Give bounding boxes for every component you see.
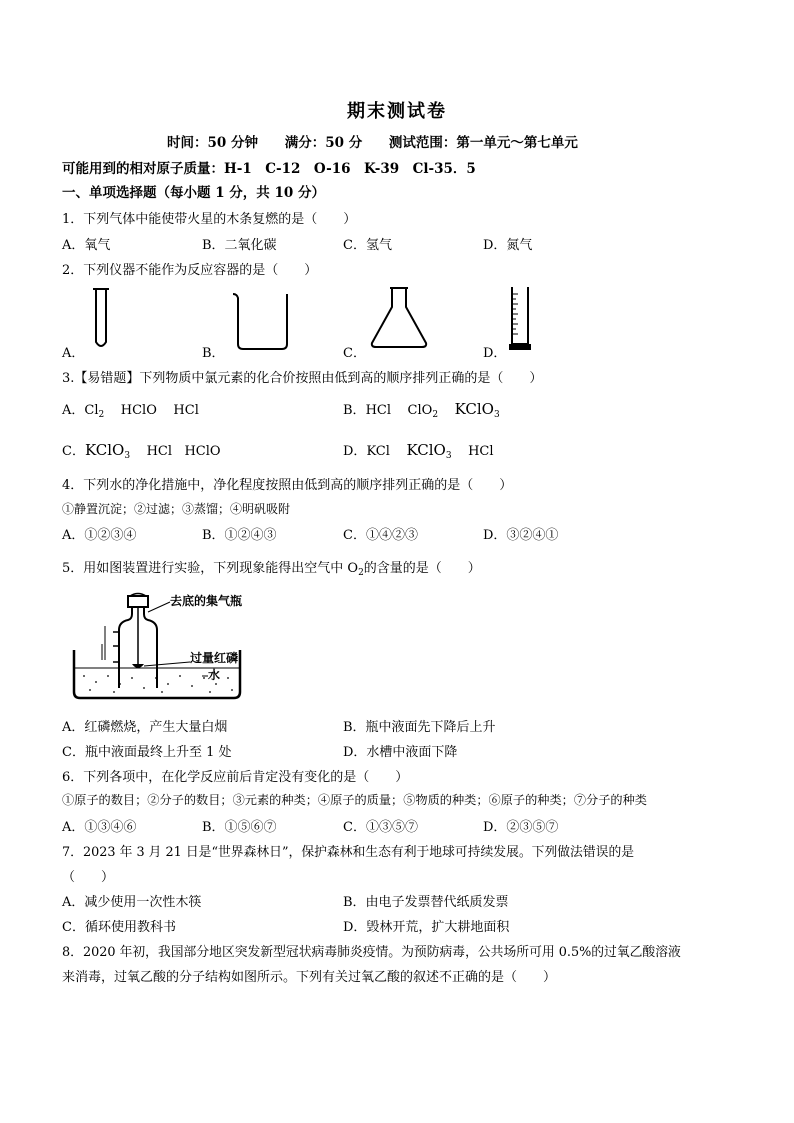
question-7-paren: （ ） xyxy=(62,870,115,885)
question-3-option-d: D．KCl KClO$_3$ HCl xyxy=(343,441,494,461)
question-4-option-d: D．③②④① xyxy=(483,528,559,543)
conical-flask-icon xyxy=(367,285,431,351)
question-6-items: ①原子的数目；②分子的数目；③元素的种类；④原子的质量；⑤物质的种类；⑥原子的种类；⑦分子的种类 xyxy=(62,793,647,807)
question-1-option-c: C．氢气 xyxy=(343,238,392,253)
exam-range: 测试范围：第一单元～第七单元 xyxy=(388,135,578,151)
question-3-option-b: B．HCl ClO$_2$ KClO$_3$ xyxy=(343,400,500,420)
exam-score: 满分：50 分 xyxy=(284,135,363,151)
question-3-stem: 3.【易错题】下列物质中氯元素的化合价按照由低到高的顺序排列正确的是（ ） xyxy=(62,371,543,386)
question-6-option-d: D．②③⑤⑦ xyxy=(483,820,559,835)
bottomless-bottle-apparatus-figure xyxy=(62,592,262,704)
question-1-stem: 1．下列气体中能使带火星的木条复燃的是（ ） xyxy=(62,212,357,227)
question-8-line-2: 来消毒，过氧乙酸的分子结构如图所示。下列有关过氧乙酸的叙述不正确的是（ ） xyxy=(62,970,557,985)
question-7-option-d: D．毁林开荒，扩大耕地面积 xyxy=(343,920,510,935)
question-7-stem: 7．2023 年 3 月 21 日是“世界森林日”，保护森林和生态有利于地球可持续发展。下列做法错误的是 xyxy=(62,845,635,860)
question-2-option-b: B． xyxy=(202,346,225,361)
figure-label-bottle: 去底的集气瓶 xyxy=(170,594,243,608)
question-1-option-a: A．氧气 xyxy=(62,238,111,253)
figure-label-phosphorus: 过量红磷 xyxy=(190,651,239,665)
test-tube-icon xyxy=(90,286,112,352)
question-2-option-d: D． xyxy=(483,346,507,361)
question-6-option-a: A．①③④⑥ xyxy=(62,820,137,835)
exam-meta xyxy=(167,131,600,151)
question-5-option-d: D．水槽中液面下降 xyxy=(343,745,458,760)
question-1-option-b: B．二氧化碳 xyxy=(202,238,277,253)
question-1-option-d: D．氮气 xyxy=(483,238,533,253)
question-7-option-a: A．减少使用一次性木筷 xyxy=(62,895,202,910)
graduated-cylinder-icon xyxy=(505,284,535,354)
question-4-option-b: B．①②④③ xyxy=(202,528,277,543)
question-2-option-a: A． xyxy=(62,346,85,361)
question-7-option-c: C．循环使用教科书 xyxy=(62,920,176,935)
question-4-option-c: C．①④②③ xyxy=(343,528,418,543)
question-5-option-b: B．瓶中液面先下降后上升 xyxy=(343,720,496,735)
question-7-option-b: B．由电子发票替代纸质发票 xyxy=(343,895,509,910)
question-6-option-b: B．①⑤⑥⑦ xyxy=(202,820,277,835)
exam-time: 时间：50 分钟 xyxy=(167,135,258,151)
page-title: 期末测试卷 xyxy=(347,101,447,122)
question-8-line-1: 8．2020 年初，我国部分地区突发新型冠状病毒肺炎疫情。为预防病毒，公共场所可用 0.5%的过氧乙酸溶液 xyxy=(62,945,681,960)
question-5-stem: 5．用如图装置进行实验，下列现象能得出空气中 $O_2$的含量的是（ ） xyxy=(62,561,481,578)
question-5-option-c: C．瓶中液面最终上升至 1 处 xyxy=(62,745,232,760)
question-6-stem: 6．下列各项中，在化学反应前后肯定没有变化的是（ ） xyxy=(62,770,409,785)
question-4-stem: 4．下列水的净化措施中，净化程度按照由低到高的顺序排列正确的是（ ） xyxy=(62,478,513,493)
question-2-stem: 2．下列仪器不能作为反应容器的是（ ） xyxy=(62,263,318,278)
atomic-masses: 可能用到的相对原子质量：H-1 C-12 O-16 K-39 Cl-35．5 xyxy=(62,161,476,177)
figure-label-water: 水 xyxy=(208,668,221,682)
question-6-option-c: C．①③⑤⑦ xyxy=(343,820,418,835)
question-4-option-a: A．①②③④ xyxy=(62,528,137,543)
question-3-option-a: A．$Cl_2$ HClO HCl xyxy=(62,403,199,420)
question-2-option-c: C． xyxy=(343,346,366,361)
section-heading: 一、单项选择题（每小题 1 分，共 10 分） xyxy=(62,185,325,201)
question-3-option-c: C．KClO$_3$ HCl HClO xyxy=(62,441,221,461)
beaker-icon xyxy=(230,290,292,352)
question-5-option-a: A．红磷燃烧，产生大量白烟 xyxy=(62,720,228,735)
question-4-items: ①静置沉淀；②过滤；③蒸馏；④明矾吸附 xyxy=(62,502,291,516)
